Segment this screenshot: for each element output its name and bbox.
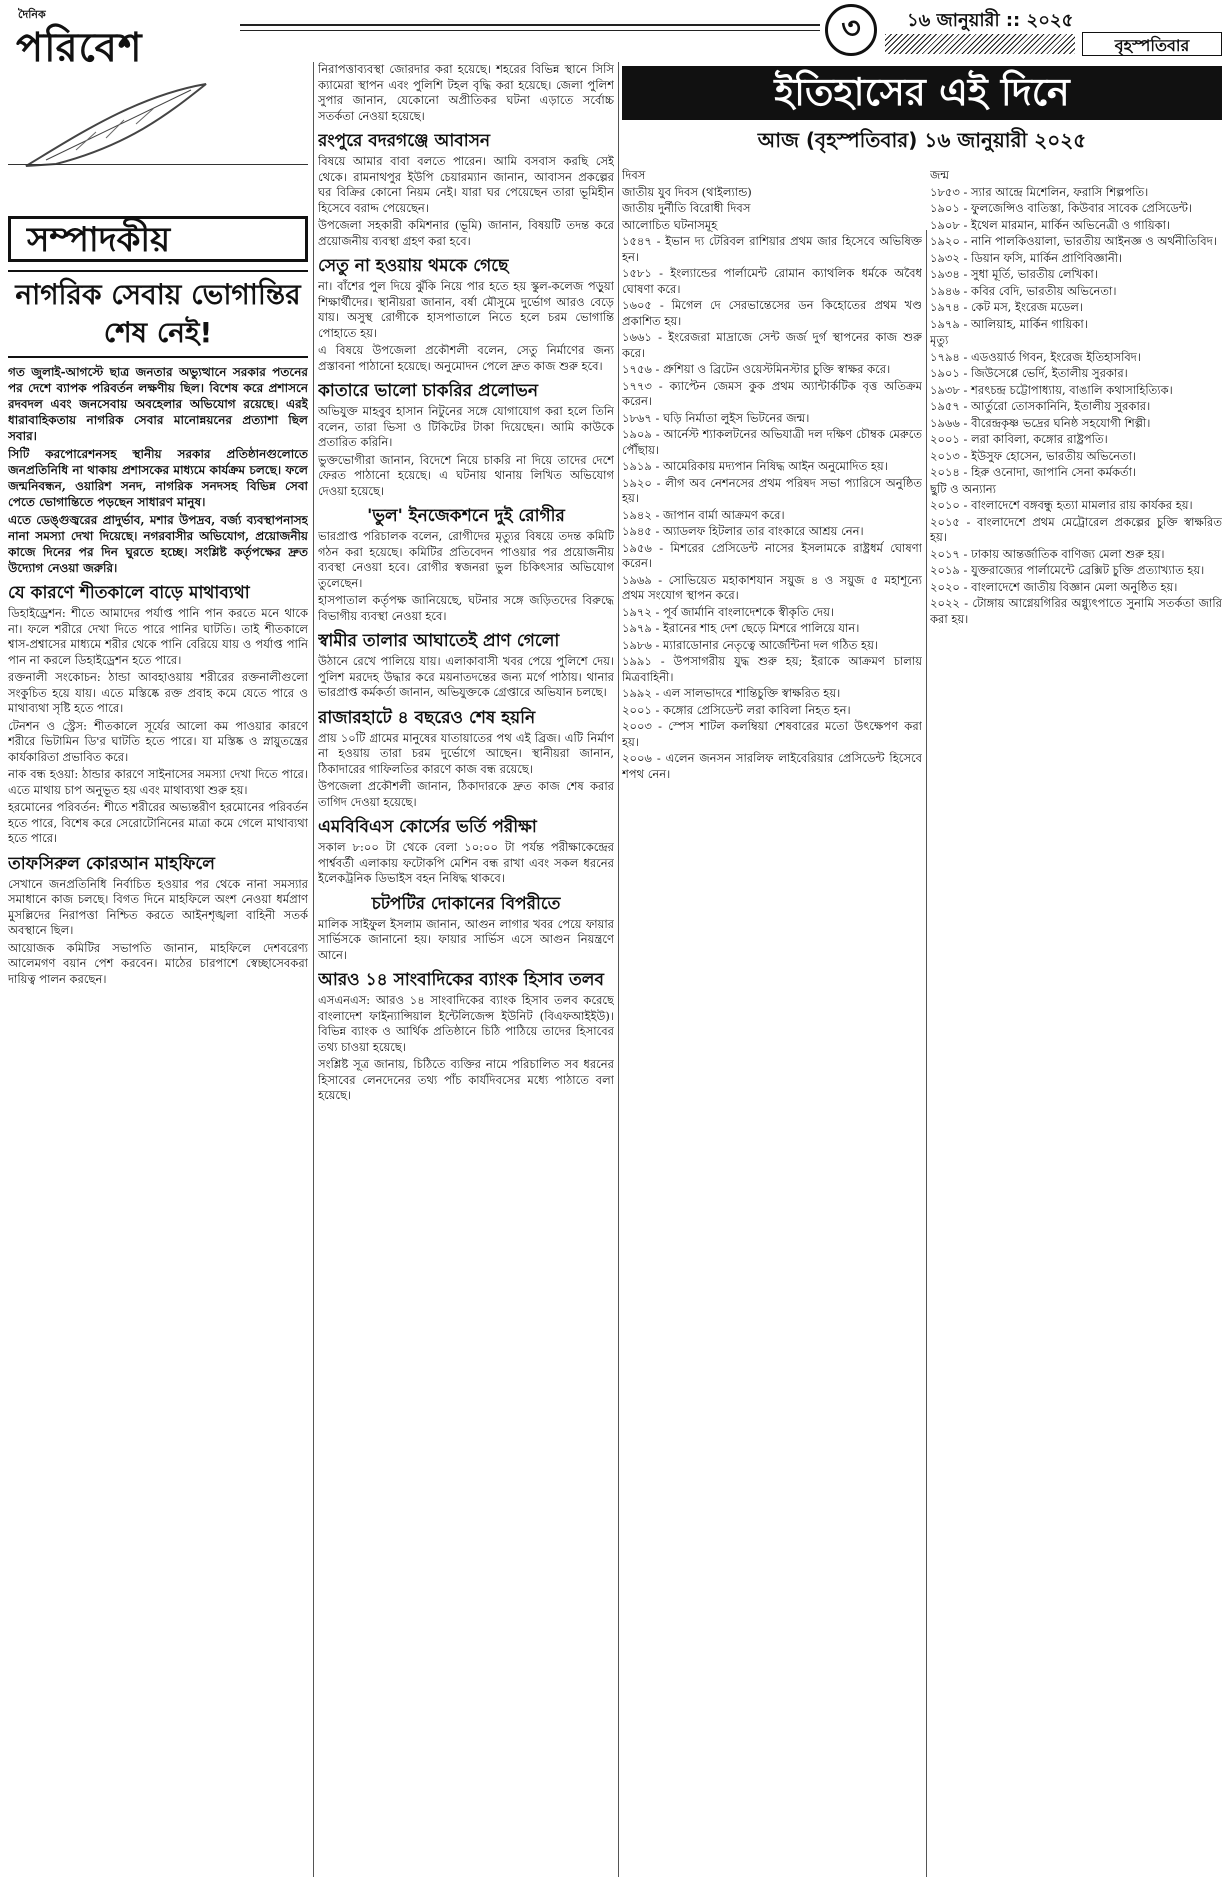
column-divider bbox=[313, 62, 314, 1877]
story-title: 'ভুল' ইনজেকশনে দুই রোগীর bbox=[367, 506, 565, 526]
history-entry: ১৯২০ - লীগ অব নেশনসের প্রথম পরিষদ সভা প্যারিসে অনুষ্ঠিত হয়। bbox=[622, 475, 922, 505]
history-entry: ১৭৫৬ - প্রুশিয়া ও ব্রিটেন ওয়েস্টমিনস্টার চুক্তি স্বাক্ষর করে। bbox=[622, 362, 891, 376]
history-entry: ১৫৪৭ - ইভান দ্য টেরিবল রাশিয়ার প্রথম জার হিসেবে অভিষিক্ত হন। bbox=[622, 234, 922, 264]
history-entry: ১৮৬৭ - ঘড়ি নির্মাতা লুইস ভিটনের জন্ম। bbox=[622, 410, 810, 425]
column-editorial bbox=[8, 62, 308, 1877]
story-rangpur bbox=[318, 130, 614, 249]
history-entry: ১৯০১ - ফুলজেন্সিও বাতিস্তা, কিউবার সাবেক প্রেসিডেন্ট। bbox=[930, 201, 1193, 215]
story-husband bbox=[318, 630, 614, 701]
story-paragraph: না। বাঁশের পুল দিয়ে ঝুঁকি নিয়ে পার হতে হয় স্কুল-কলেজ পড়ুয়া শিক্ষার্থীদের। স্থানীয়রা জানান, বর্ষা মৌসুমে দুর্ভোগ আরও বেড়ে যায়। অসুস্থ রোগীকে হাসপাতালে নিতে হলে চরম ভোগান্তি পোহাতে হয়। bbox=[318, 279, 614, 340]
story-paragraph: হরমোনের পরিবর্তন: শীতে শরীরের অভ্যন্তরীণ হরমোনের পরিবর্তন হতে পারে, বিশেষ করে সেরোটোনিনের মাত্রা কমে গেলে মাথাব্যথা হতে পারে। bbox=[8, 800, 308, 845]
story-title: চটপটির দোকানের বিপরীতে bbox=[371, 893, 561, 914]
history-entry: ১৭৭৩ - ক্যাপ্টেন জেমস কুক প্রথম অ্যান্টার্কটিক বৃত্ত অতিক্রম করেন। bbox=[622, 378, 922, 408]
issue-day: বৃহস্পতিবার bbox=[1082, 32, 1222, 56]
history-entry: ১৯৯১ - উপসাগরীয় যুদ্ধ শুরু হয়; ইরাকে আক্রমণ চালায় মিত্রবাহিনী। bbox=[622, 654, 922, 684]
history-entry: ১৬০৫ - মিগেল দে সেরভান্তেসের ডন কিহোতের প্রথম খণ্ড প্রকাশিত হয়। bbox=[622, 298, 922, 328]
history-entry: ১৯৪৫ - অ্যাডলফ হিটলার তার বাংকারে আশ্রয় নেন। bbox=[622, 524, 864, 538]
logo-name: পরিবেশ bbox=[16, 25, 143, 71]
page-number: ৩ bbox=[825, 4, 877, 56]
history-entry: ১৯৭৯ - ইরানের শাহ দেশ ছেড়ে মিশরে পালিয়ে যান। bbox=[622, 621, 860, 635]
history-entry: ২০০১ - কঙ্গোর প্রেসিডেন্ট লরা কাবিলা নিহত হন। bbox=[622, 702, 851, 717]
history-entry: ১৯৩৮ - শরৎচন্দ্র চট্টোপাধ্যায়, বাঙালি কথাসাহিত্যিক। bbox=[930, 382, 1173, 397]
hatch-decoration bbox=[885, 34, 1075, 54]
story-paragraph: অভিযুক্ত মাহবুব হাসান নিটুনের সঙ্গে যোগাযোগ করা হলে তিনি বলেন, তারা ভিসা ও টিকিটের টাকা দিয়েছেন। আমি কাউকে প্রতারিত করিনি। bbox=[318, 404, 614, 449]
history-entry: ১৯৫৭ - আর্তুরো তোসকানিনি, ইতালীয় সুরকার। bbox=[930, 399, 1151, 413]
history-entry: ১৯৫৬ - মিশরের প্রেসিডেন্ট নাসের ইসলামকে রাষ্ট্রধর্ম ঘোষণা করেন। bbox=[622, 540, 922, 570]
story-paragraph: নিরাপত্তাব্যবস্থা জোরদার করা হয়েছে। শহরের বিভিন্ন স্থানে সিসি ক্যামেরা স্থাপন এবং পুলিশি টহল বৃদ্ধি করা হয়েছে। জেলা পুলিশ সুপার জানান, যেকোনো অপ্রীতিকর ঘটনা এড়াতে সর্বোচ্চ সতর্কতা নেওয়া হয়েছে। bbox=[318, 62, 614, 123]
history-entry: দিবস bbox=[622, 168, 646, 182]
history-entry: ২০১০ - বাংলাদেশে বঙ্গবন্ধু হত্যা মামলার রায় কার্যকর হয়। bbox=[930, 498, 1193, 512]
quill-icon bbox=[16, 76, 216, 176]
story-title: রংপুরে বদরগঞ্জে আবাসন bbox=[318, 131, 491, 151]
story-title: যে কারণে শীতকালে বাড়ে মাথাব্যথা bbox=[8, 583, 250, 603]
story-paragraph: সকাল ৮:০০ টা থেকে বেলা ১০:০০ টা পর্যন্ত পরীক্ষাকেন্দ্রের পার্শ্ববর্তী এলাকায় ফটোকপি মেশিন বন্ধ রাখা এবং সকল ধরনের ইলেকট্রনিক ডিভাইস বহন নিষিদ্ধ থাকবে। bbox=[318, 840, 614, 885]
story-mahfil bbox=[8, 853, 308, 988]
history-entry: ২০১৪ - হিরু ওনোদা, জাপানি সেনা কর্মকর্তা। bbox=[930, 465, 1137, 479]
story-paragraph: টেনশন ও স্ট্রেস: শীতকালে সূর্যের আলো কম পাওয়ার কারণে শরীরে ভিটামিন ডি'র ঘাটতি হতে পারে। যা মস্তিষ্ক ও স্নায়ুতন্ত্রের কার্যকারিতা প্রভাবিত করে। bbox=[8, 718, 308, 764]
story-title: সেতু না হওয়ায় থমকে গেছে bbox=[318, 256, 509, 276]
column-divider bbox=[618, 62, 619, 1877]
editorial-banner: সম্পাদকীয় bbox=[8, 216, 308, 262]
story-title: স্বামীর তালার আঘাতেই প্রাণ গেলো bbox=[318, 631, 560, 651]
history-entry: ২০১৩ - ইউসুফ হোসেন, ভারতীয় অভিনেতা। bbox=[930, 448, 1137, 463]
history-entry: ২০০১ - লরা কাবিলা, কঙ্গোর রাষ্ট্রপতি। bbox=[930, 432, 1108, 446]
editorial-paragraph: এতে ডেঙ্গুজ্বরের প্রাদুর্ভাব, মশার উপদ্রব, বর্জ্য ব্যবস্থাপনাসহ নানা সমস্যা দেখা দিয়েছে। নগরবাসীর অভিযোগ, প্রয়োজনীয় কাজে দিনের পর দিন ঘুরতে হচ্ছে। সংশ্লিষ্ট কর্তৃপক্ষের দ্রুত উদ্যোগ নেওয়া জরুরি। bbox=[8, 513, 308, 575]
history-entry: ২০১৯ - যুক্তরাজ্যের পার্লামেন্টে ব্রেক্সিট চুক্তি প্রত্যাখ্যাত হয়। bbox=[930, 563, 1205, 577]
story-headache bbox=[8, 582, 308, 847]
story-title: তাফসিরুল কোরআন মাহফিলে bbox=[8, 853, 215, 874]
story-journalists bbox=[318, 969, 614, 1104]
story-paragraph: রক্তনালী সংকোচন: ঠান্ডা আবহাওয়ায় শরীরের রক্তনালীগুলো সংকুচিত হয়ে যায়। এতে মস্তিষ্কে রক্ত প্রবাহ কমে যেতে পারে ও মাথাব্যথা সৃষ্টি হতে পারে। bbox=[8, 670, 308, 715]
history-entry: জাতীয় যুব দিবস (থাইল্যান্ড) bbox=[622, 184, 752, 199]
story-continued bbox=[318, 62, 614, 124]
history-entry: ১৯৭২ - পূর্ব জার্মানি বাংলাদেশকে স্বীকৃতি দেয়। bbox=[622, 604, 834, 619]
story-paragraph: ভুক্তভোগীরা জানান, বিদেশে নিয়ে চাকরি না দিয়ে তাদের দেশে ফেরত পাঠানো হয়েছে। এ ঘটনায় থানায় লিখিত অভিযোগ দেওয়া হয়েছে। bbox=[318, 452, 614, 498]
history-entry: ১৯২০ - নানি পালকিওয়ালা, ভারতীয় আইনজ্ঞ ও অর্থনীতিবিদ। bbox=[930, 234, 1217, 248]
story-paragraph: এ বিষয়ে উপজেলা প্রকৌশলী বলেন, সেতু নির্মাণের জন্য প্রস্তাবনা পাঠানো হয়েছে। অনুমোদন পেলে দ্রুত কাজ শুরু হবে। bbox=[318, 343, 614, 373]
history-section-header bbox=[622, 62, 1222, 165]
history-list-left bbox=[622, 168, 922, 782]
history-entry: ১৯৪৬ - কবির বেদি, ভারতীয় অভিনেতা। bbox=[930, 283, 1117, 298]
editorial-paragraph: সিটি করপোরেশনসহ স্থানীয় সরকার প্রতিষ্ঠানগুলোতে জনপ্রতিনিধি না থাকায় প্রশাসকের মাধ্যমে কার্যক্রম চলছে। ফলে জন্মনিবন্ধন, ওয়ারিশ সনদ, নাগরিক সনদসহ বিভিন্ন সেবা পেতে ভোগান্তিতে পড়ছেন সাধারণ মানুষ। bbox=[8, 447, 308, 509]
history-entry: ১৭৯৪ - এডওয়ার্ড গিবন, ইংরেজ ইতিহাসবিদ। bbox=[930, 349, 1141, 364]
column-history-left bbox=[622, 168, 922, 1877]
story-paragraph: আয়োজক কমিটির সভাপতি জানান, মাহফিলে দেশবরেণ্য আলেমগণ বয়ান পেশ করবেন। মাঠের চারপাশে স্বেচ্ছাসেবকরা দায়িত্ব পালন করছেন। bbox=[8, 940, 308, 986]
story-mbbs bbox=[318, 816, 614, 887]
newspaper-logo bbox=[8, 4, 258, 71]
history-entry: মৃত্যু bbox=[930, 333, 949, 347]
history-entry: ১৯৬৬ - বীরেন্দ্রকৃষ্ণ ভদ্রের ঘনিষ্ঠ সহযোগী শিল্পী। bbox=[930, 415, 1151, 430]
history-entry: ১৬৬১ - ইংরেজরা মাদ্রাজে সেন্ট জর্জ দুর্গ স্থাপনের কাজ শুরু করে। bbox=[622, 330, 922, 360]
story-title: এমবিবিএস কোর্সের ভর্তি পরীক্ষা bbox=[318, 817, 537, 837]
issue-date: ১৬ জানুয়ারী :: ২০২৫ bbox=[907, 10, 1074, 31]
masthead-rule-thin bbox=[240, 30, 820, 31]
story-paragraph: উঠানে রেখে পালিয়ে যায়। এলাকাবাসী খবর পেয়ে পুলিশে দেয়। পুলিশ মরদেহ উদ্ধার করে ময়নাতদন্তের জন্য মর্গে পাঠায়। থানার ভারপ্রাপ্ত কর্মকর্তা জানান, অভিযুক্তকে গ্রেপ্তারে অভিযান চলছে। bbox=[318, 654, 614, 699]
history-entry: আলোচিত ঘটনাসমূহ bbox=[622, 217, 718, 232]
history-entry: ১৯৬৯ - সোভিয়েত মহাকাশযান সয়ুজ ৪ ও সয়ুজ ৫ মহাশূন্যে প্রথম সংযোগ স্থাপন করে। bbox=[622, 572, 922, 602]
story-title: রাজারহাটে ৪ বছরেও শেষ হয়নি bbox=[318, 707, 536, 728]
column-divider bbox=[926, 230, 927, 1877]
history-entry: জাতীয় দুর্নীতি বিরোধী দিবস bbox=[622, 201, 751, 215]
history-entry: ১৯৯২ - এল সালভাদরে শান্তিচুক্তি স্বাক্ষরিত হয়। bbox=[622, 686, 841, 700]
story-paragraph: সংশ্লিষ্ট সূত্র জানায়, চিঠিতে ব্যক্তির নামে পরিচালিত সব ধরনের হিসাবের লেনদেনের তথ্য পাঁচ কার্যদিবসের মধ্যে পাঠাতে বলা হয়েছে। bbox=[318, 1057, 614, 1102]
history-entry: ২০০৩ - স্পেস শাটল কলম্বিয়া শেষবারের মতো উৎক্ষেপণ করা হয়। bbox=[622, 719, 922, 749]
masthead-rule bbox=[240, 24, 820, 26]
editorial-rule bbox=[8, 164, 308, 165]
story-title: আরও ১৪ সাংবাদিকের ব্যাংক হিসাব তলব bbox=[318, 970, 604, 990]
column-news bbox=[318, 62, 614, 1877]
history-entry: ১৯০৯ - আর্নেস্ট শ্যাকলটনের অভিযাত্রী দল দক্ষিণ চৌম্বক মেরুতে পৌঁছায়। bbox=[622, 427, 922, 457]
history-entry: ১৯৮৬ - ম্যারাডোনার নেতৃত্বে আর্জেন্টিনা দল গঠিত হয়। bbox=[622, 637, 878, 652]
story-paragraph: উপজেলা সহকারী কমিশনার (ভূমি) জানান, বিষয়টি তদন্ত করে প্রয়োজনীয় ব্যবস্থা গ্রহণ করা হবে। bbox=[318, 218, 614, 248]
story-paragraph: ডিহাইড্রেশন: শীতে আমাদের পর্যাপ্ত পানি পান করতে মনে থাকে না। ফলে শরীরে দেখা দিতে পারে পানির ঘাটতি। তাই শীতকালে শ্বাস-প্রশ্বাসের মাধ্যমে শরীর থেকে পানি বেরিয়ে যায় ও পর্যাপ্ত পানি পান না করলে ডিহাইড্রেশন হতে পারে। bbox=[8, 606, 308, 667]
story-chotpoti bbox=[318, 893, 614, 964]
story-paragraph: ভারপ্রাপ্ত পরিচালক বলেন, রোগীদের মৃত্যুর বিষয়ে তদন্ত কমিটি গঠন করা হয়েছে। কমিটির প্রতিবেদন পাওয়ার পর প্রয়োজনীয় ব্যবস্থা নেওয়া হবে। রোগীর স্বজনরা ভুল চিকিৎসার অভিযোগ তুলেছেন। bbox=[318, 529, 614, 590]
history-entry: ১৯১৯ - আমেরিকায় মদ্যপান নিষিদ্ধ আইন অনুমোদিত হয়। bbox=[622, 459, 888, 473]
story-bridge bbox=[318, 255, 614, 374]
story-rajarhat bbox=[318, 707, 614, 811]
story-paragraph: মালিক সাইফুল ইসলাম জানান, আগুন লাগার খবর পেয়ে ফায়ার সার্ভিসকে জানানো হয়। ফায়ার সার্ভিস এসে আগুন নিয়ন্ত্রণে আনে। bbox=[318, 916, 614, 962]
story-title: কাতারে ভালো চাকরির প্রলোভন bbox=[318, 381, 538, 401]
history-list-right bbox=[930, 168, 1222, 627]
history-entry: ১৯৭৯ - আলিয়াহ, মার্কিন গায়িকা। bbox=[930, 316, 1088, 331]
history-entry: ১৯৩৪ - সুধা মূর্তি, ভারতীয় লেখিকা। bbox=[930, 267, 1098, 281]
history-entry: ১৯৪২ - জাপান বার্মা আক্রমণ করে। bbox=[622, 507, 785, 522]
history-entry: ২০১৭ - ঢাকায় আন্তর্জাতিক বাণিজ্য মেলা শুরু হয়। bbox=[930, 546, 1165, 561]
editorial-paragraph: গত জুলাই-আগস্টে ছাত্র জনতার অভ্যুত্থানে সরকার পতনের পর দেশে ব্যাপক পরিবর্তন লক্ষণীয় ছিল। বিশেষ করে প্রশাসনে রদবদল এবং জনসেবায় অবহেলার অভিযোগ রয়েছে। এরই ধারাবাহিকতায় নাগরিক সেবার মানোন্নয়নের প্রত্যাশা ছিল সবার। bbox=[8, 365, 308, 443]
history-entry: ১৫৮১ - ইংল্যান্ডের পার্লামেন্ট রোমান ক্যাথলিক ধর্মকে অবৈধ ঘোষণা করে। bbox=[622, 266, 922, 296]
history-entry: ছুটি ও অন্যান্য bbox=[930, 481, 996, 496]
story-qatar bbox=[318, 380, 614, 499]
history-entry: ১৮৫৩ - স্যার আন্দ্রে মিশেলিন, ফরাসি শিল্পপতি। bbox=[930, 184, 1149, 199]
editorial-body bbox=[8, 364, 308, 576]
masthead bbox=[0, 0, 1228, 71]
history-entry: জন্ম bbox=[930, 168, 949, 182]
history-entry: ২০২২ - টোঙ্গায় আগ্নেয়গিরির অগ্ন্যুৎপাতে সুনামি সতর্কতা জারি করা হয়। bbox=[930, 596, 1222, 626]
story-paragraph: হাসপাতাল কর্তৃপক্ষ জানিয়েছে, ঘটনার সঙ্গে জড়িতদের বিরুদ্ধে বিভাগীয় ব্যবস্থা নেওয়া হবে। bbox=[318, 593, 614, 623]
story-paragraph: উপজেলা প্রকৌশলী জানান, ঠিকাদারকে দ্রুত কাজ শেষ করার তাগিদ দেওয়া হয়েছে। bbox=[318, 779, 614, 809]
history-entry: ২০০৬ - এলেন জনসন সারলিফ লাইবেরিয়ার প্রেসিডেন্ট হিসেবে শপথ নেন। bbox=[622, 751, 922, 781]
logo-tagline: দৈনিক bbox=[18, 8, 46, 21]
story-paragraph: বিষয়ে আমার বাবা বলতে পারেন। আমি বসবাস করছি সেই থেকে। রামনাথপুর ইউপি চেয়ারম্যান জানান, আবাসন প্রকল্পের ঘর বিক্রির কোনো নিয়ম নেই। যারা ঘর পেয়েছেন তারা ভূমিহীন হিসেবে বরাদ্দ পেয়েছেন। bbox=[318, 154, 614, 215]
history-entry: ১৯৩২ - ডিয়ান ফসি, মার্কিন প্রাণিবিজ্ঞানী। bbox=[930, 250, 1123, 265]
history-subtitle: আজ (বৃহস্পতিবার) ১৬ জানুয়ারী ২০২৫ bbox=[757, 128, 1087, 152]
editorial-title: নাগরিক সেবায় ভোগান্তির শেষ নেই! bbox=[8, 270, 308, 358]
history-entry: ২০১৫ - বাংলাদেশে প্রথম মেট্রোরেল প্রকল্পের চুক্তি স্বাক্ষরিত হয়। bbox=[930, 514, 1222, 544]
story-paragraph: নাক বন্ধ হওয়া: ঠান্ডার কারণে সাইনাসের সমস্যা দেখা দিতে পারে। এতে মাথায় চাপ অনুভূত হয় এবং মাথাব্যথা শুরু হয়। bbox=[8, 767, 308, 797]
history-entry: ১৯৭৪ - কেট মস, ইংরেজ মডেল। bbox=[930, 300, 1083, 314]
history-banner: ইতিহাসের এই দিনে bbox=[622, 66, 1222, 120]
history-entry: ২০২০ - বাংলাদেশে জাতীয় বিজ্ঞান মেলা অনুষ্ঠিত হয়। bbox=[930, 579, 1178, 594]
history-entry: ১৯০৮ - ইথেল মারমান, মার্কিন অভিনেত্রী ও গায়িকা। bbox=[930, 217, 1171, 232]
story-paragraph: সেখানে জনপ্রতিনিধি নির্বাচিত হওয়ার পর থেকে নানা সমস্যার সমাধানে কাজ চলছে। বিগত দিনে মাহফিলে অংশ নেওয়া ধর্মপ্রাণ মুসল্লিদের নিরাপত্তা নিশ্চিত করতে আইনশৃঙ্খলা বাহিনী সতর্ক অবস্থানে ছিল। bbox=[8, 876, 308, 937]
column-history-right bbox=[930, 168, 1222, 1877]
history-entry: ১৯০১ - জিউসেপ্পে ভের্দি, ইতালীয় সুরকার। bbox=[930, 366, 1128, 380]
story-paragraph: এসএনএস: আরও ১৪ সাংবাদিকের ব্যাংক হিসাব তলব করেছে বাংলাদেশ ফাইন্যান্সিয়াল ইন্টেলিজেন্স ইউনিট (বিএফআইইউ)। বিভিন্ন ব্যাংক ও আর্থিক প্রতিষ্ঠানে চিঠি পাঠিয়ে তাদের হিসাবের তথ্য চাওয়া হয়েছে। bbox=[318, 993, 614, 1054]
editorial-art bbox=[8, 66, 308, 216]
story-injection bbox=[318, 505, 614, 624]
story-paragraph: প্রায় ১০টি গ্রামের মানুষের যাতায়াতের পথ এই ব্রিজ। এটি নির্মাণ না হওয়ায় তারা চরম দুর্ভোগে আছেন। স্থানীয়রা জানান, ঠিকাদারের গাফিলতির কারণে কাজ বন্ধ রয়েছে। bbox=[318, 730, 614, 776]
